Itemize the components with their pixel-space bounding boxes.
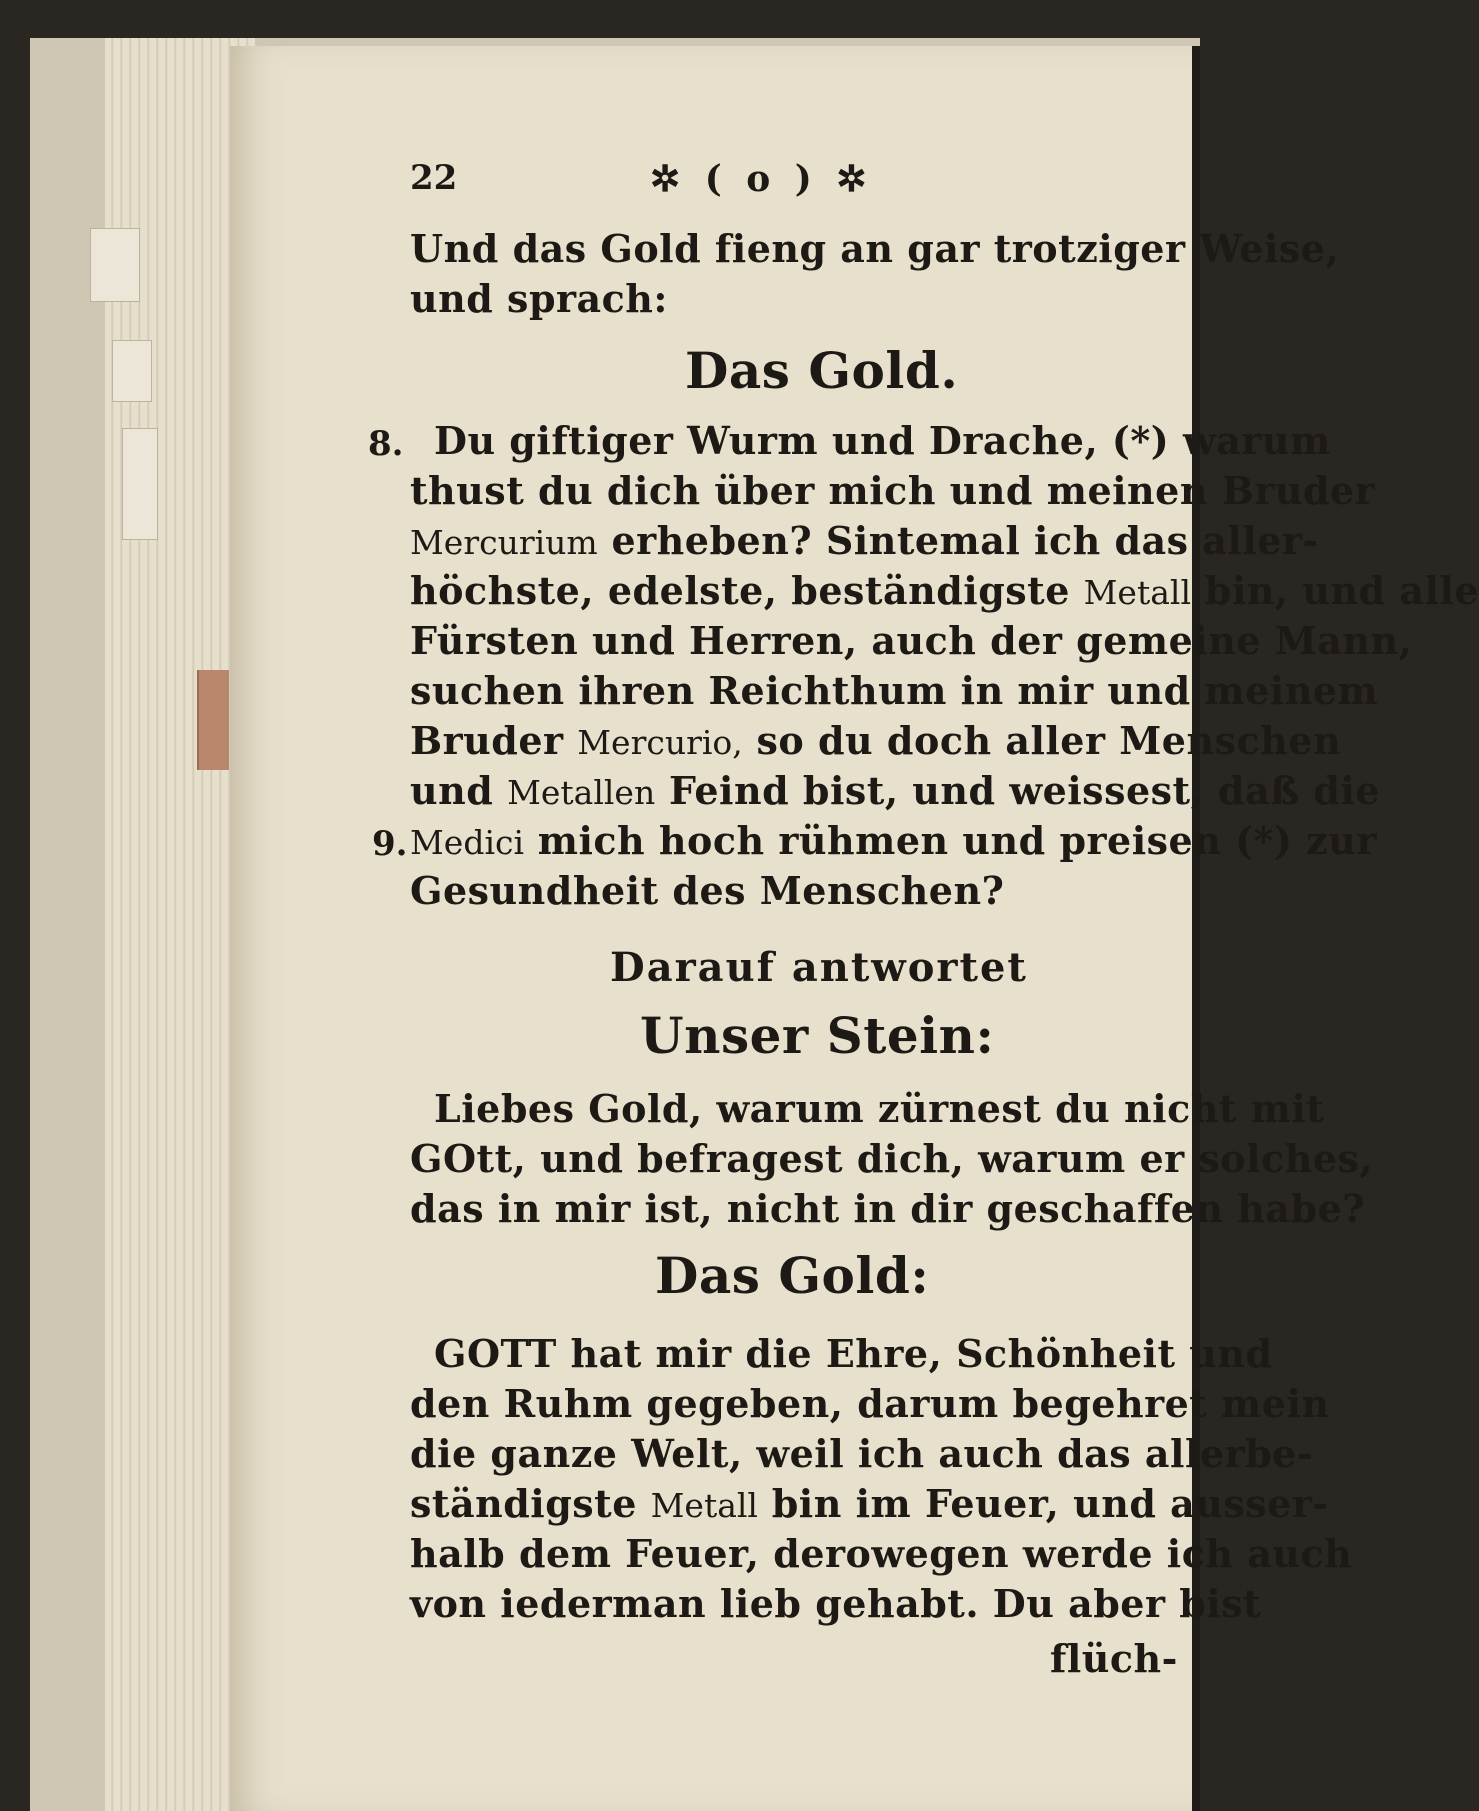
latin-word: Mercurio, xyxy=(577,723,743,762)
latin-word: Metallen xyxy=(507,773,656,812)
text-line: GOtt, und befragest dich, warum er solches, xyxy=(410,1136,1374,1181)
text-line: Und das Gold fieng an gar trotziger Weise, xyxy=(410,226,1340,271)
text-line xyxy=(410,818,1377,863)
running-header xyxy=(410,158,1360,208)
text-line: und sprach: xyxy=(410,276,668,321)
text-line xyxy=(410,718,1341,763)
text-line: Liebes Gold, warum zürnest du nicht mit xyxy=(434,1086,1325,1131)
text-span: mich hoch rühmen und preisen (*) zur xyxy=(524,818,1377,863)
header-ornament: ✲ ( o ) ✲ xyxy=(650,158,873,200)
section-heading: Das Gold: xyxy=(655,1246,930,1305)
text-span: ständigste xyxy=(410,1481,651,1526)
text-span: höchste, edelste, beständigste xyxy=(410,568,1084,613)
text-line xyxy=(410,1481,1329,1526)
text-line: thust du dich über mich und meinen Bruder xyxy=(410,468,1376,513)
text-line: Fürsten und Herren, auch der gemeine Mann, xyxy=(410,618,1413,663)
latin-word: Metall xyxy=(1083,573,1192,612)
text-span: und xyxy=(410,768,508,813)
text-span: Feind bist, und weissest, daß die xyxy=(655,768,1381,813)
bookmark-strip xyxy=(197,670,229,770)
index-tab xyxy=(122,428,158,540)
text-line xyxy=(410,568,1479,613)
text-line: Du giftiger Wurm und Drache, (*) warum xyxy=(434,418,1331,463)
text-line: den Ruhm gegeben, darum begehret mein xyxy=(410,1381,1330,1426)
paragraph-number: 9. xyxy=(372,824,408,864)
text-line: GOTT hat mir die Ehre, Schönheit und xyxy=(434,1331,1273,1376)
section-heading: Unser Stein: xyxy=(640,1006,995,1065)
catchword: flüch- xyxy=(1050,1636,1178,1681)
section-heading: Das Gold. xyxy=(685,341,959,400)
text-line xyxy=(410,518,1319,563)
latin-word: Metall xyxy=(650,1486,758,1525)
text-span: Bruder xyxy=(410,718,578,763)
text-line xyxy=(410,768,1380,813)
index-tab xyxy=(112,340,152,402)
text-span: bin, und alle xyxy=(1191,568,1479,613)
text-line: suchen ihren Reichthum in mir und meinem xyxy=(410,668,1379,713)
paragraph-number: 8. xyxy=(368,424,404,464)
text-line: Gesundheit des Menschen? xyxy=(410,868,1005,913)
page-number: 22 xyxy=(410,158,458,198)
text-line: halb dem Feuer, derowegen werde ich auch xyxy=(410,1531,1353,1576)
text-span: so du doch aller Menschen xyxy=(742,718,1342,763)
book-background xyxy=(30,38,1479,1811)
text-line: die ganze Welt, weil ich auch das allerbe- xyxy=(410,1431,1314,1476)
subheading: Darauf antwortet xyxy=(610,944,1028,991)
text-span: erheben? Sintemal ich das aller- xyxy=(597,518,1319,563)
latin-word: Medici xyxy=(410,823,525,862)
text-line: von iederman lieb gehabt. Du aber bist xyxy=(410,1581,1262,1626)
book-page xyxy=(230,46,1479,1811)
latin-word: Mercurium xyxy=(410,523,598,562)
index-tab xyxy=(90,228,140,302)
text-line: das in mir ist, nicht in dir geschaffen habe? xyxy=(410,1186,1366,1231)
text-span: bin im Feuer, und ausser- xyxy=(758,1481,1329,1526)
